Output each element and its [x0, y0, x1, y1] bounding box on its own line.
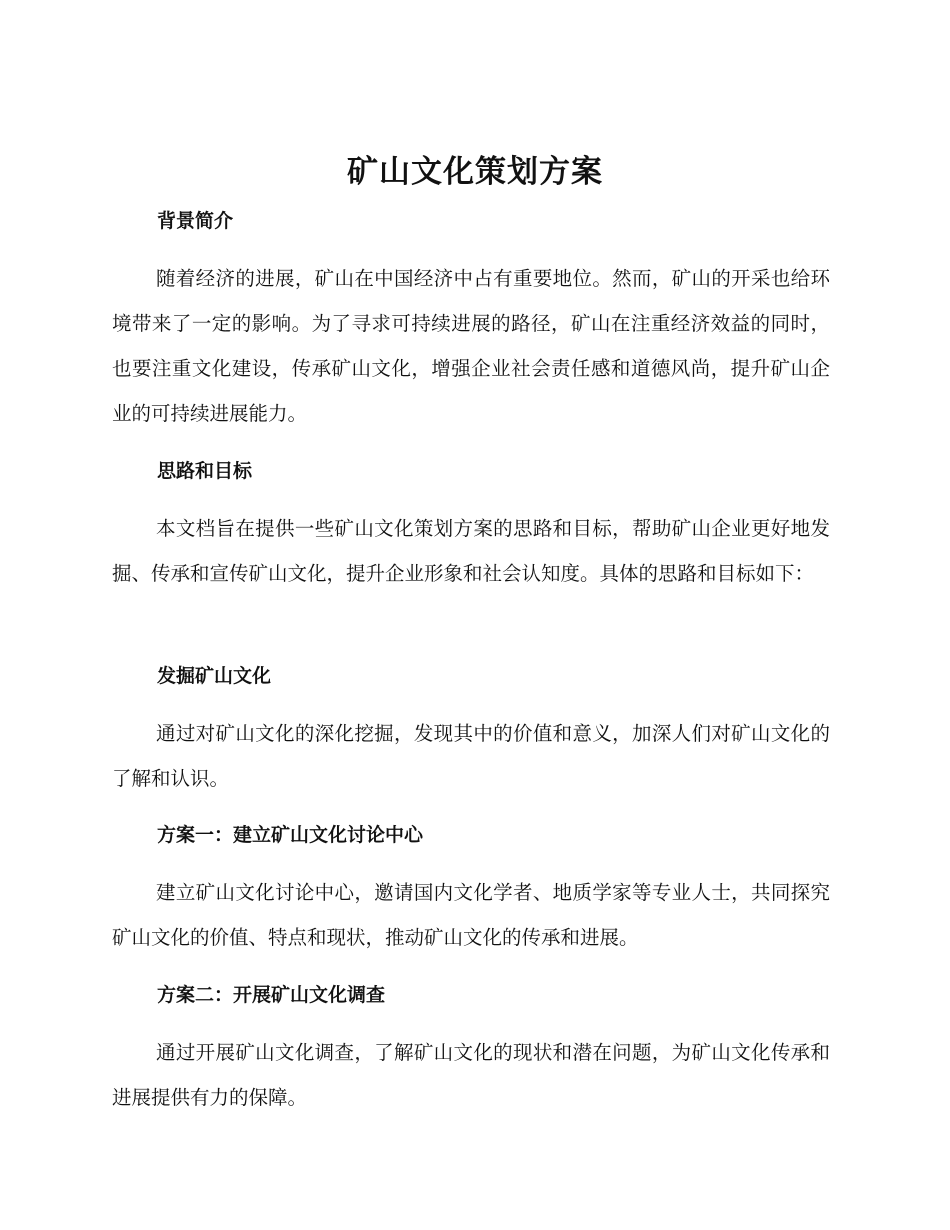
section-heading-plan-two: 方案二：开展矿山文化调查 — [157, 984, 386, 1006]
section-paragraph-background: 随着经济的进展，矿山在中国经济中占有重要地位。然而，矿山的开采也给环境带来了一定的影响。为了寻求可持续进展的路径，矿山在注重经济效益的同时，也要注重文化建设，传承矿山文化，增强企业社会责任感和道德风尚，提升矿山企业的可持续进展能力。 — [112, 267, 830, 425]
section-paragraph-plan-two: 通过开展矿山文化调查，了解矿山文化的现状和潜在问题，为矿山文化传承和进展提供有力的保障。 — [112, 1041, 830, 1109]
section-heading-explore-culture: 发掘矿山文化 — [157, 665, 272, 687]
section-heading-ideas-goals: 思路和目标 — [157, 460, 253, 482]
section-paragraph-ideas-goals: 本文档旨在提供一些矿山文化策划方案的思路和目标，帮助矿山企业更好地发掘、传承和宣传矿山文化，提升企业形象和社会认知度。具体的思路和目标如下： — [112, 517, 830, 585]
section-paragraph-explore-culture: 通过对矿山文化的深化挖掘，发现其中的价值和意义，加深人们对矿山文化的了解和认识。 — [112, 722, 830, 790]
section-paragraph-plan-one: 建立矿山文化讨论中心，邀请国内文化学者、地质学家等专业人士，共同探究矿山文化的价值、特点和现状，推动矿山文化的传承和进展。 — [112, 881, 830, 949]
section-heading-plan-one: 方案一：建立矿山文化讨论中心 — [157, 824, 424, 846]
section-heading-background: 背景简介 — [157, 210, 234, 232]
document-title: 矿山文化策划方案 — [347, 154, 603, 190]
